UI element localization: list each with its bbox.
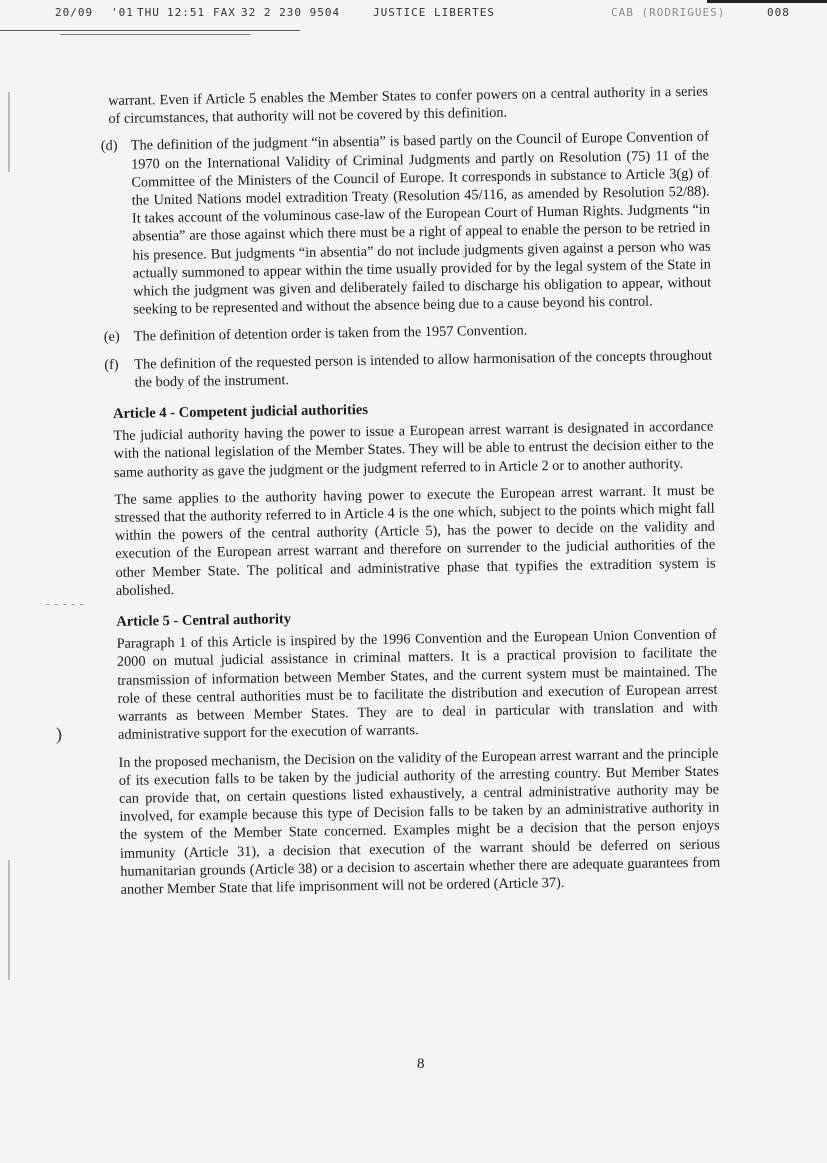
paragraph: The judicial authority having the power to issue a European arrest warrant is designated in accordance with the national legislation of the Member States. They will be able to entrust the decision either to the same authority as gave the judgment or the judgment referred to in Article 2 or to another authority. — [113, 418, 714, 481]
article-5-heading: Article 5 - Central authority — [116, 611, 292, 631]
fax-day: THU — [137, 6, 160, 19]
fax-top-rule — [707, 0, 827, 3]
item-text: The definition of detention order is taken from the 1957 Convention. — [133, 322, 528, 346]
page-number: 8 — [417, 1056, 425, 1072]
margin-paren-mark: ) — [56, 724, 62, 744]
fax-label: FAX — [213, 6, 236, 19]
item-text: The definition of the judgment “in absentia” is based partly on the Council of Europe Convention of 1970 on the International Validity of Criminal Judgments and partly on Resolution (75) 11 of the Committee of the Ministers of the Council of Europe. It corresponds in substance to Article 3(g) of the United Nations model extradition Treaty (Resolution 45/116, as amended by Resolution 52/88). It takes account of the voluminous case-law of the European Court of Human Rights. Judgments “in absentia” are those against which there must be a right of appeal to enable the person to be retried in his presence. But judgments “in absentia” do not include judgments given against a person who was actually summoned to appear within the time usually provided for by the legal system of the State in which the judgment was given and deliberately failed to discharge his obligation to appear, without seeking to be represented and without the absence being due to a cause beyond his control. — [130, 128, 712, 318]
definition-item — [104, 346, 713, 392]
paragraph: In the proposed mechanism, the Decision on the validity of the European arrest warrant and the principle of its execution falls to be taken by the judicial authority of the arresting country. But Member States can provide that, on certain questions listed exhaustively, a central administrative authority may be involved, for example because this type of Decision falls to be taken by an administrative authority in the system of the Member State concerned. Examples might be a decision that the person enjoys immunity (Article 31), a decision that execution of the warrant should be deferred on serious humanitarian grounds (Article 38) or a decision to ascertain whether there are adequate guarantees from another Member State that life imprisonment will not be ordered (Article 37). — [118, 744, 721, 898]
item-label: (d) — [100, 138, 118, 155]
fax-number: 32 2 230 9504 — [241, 6, 341, 19]
item-label: (e) — [103, 329, 120, 346]
fax-rule — [0, 30, 300, 31]
fax-time: 12:51 — [167, 6, 206, 19]
article-4-heading: Article 4 - Competent judicial authorities — [112, 402, 369, 423]
fax-rule-secondary — [60, 34, 250, 35]
definition-item — [100, 128, 712, 319]
fax-year: '01 — [111, 6, 134, 19]
scan-margin-mark — [8, 860, 10, 980]
item-label: (f) — [104, 356, 119, 373]
paragraph: The same applies to the authority having power to execute the European arrest warrant. It must be stressed that the authority referred to in Article 4 is the one which, subject to the points which might fall within the powers of the central authority (Article 5), has the power to decide on the validity and execution of the European arrest warrant and therefore on surrender to the judicial authorities of the other Member State. The political and administrative phase that typifies the extradition system is abolished. — [114, 482, 716, 599]
fax-right-text: CAB (RODRIGUES) — [611, 6, 726, 19]
scan-margin-mark — [8, 92, 10, 172]
paragraph: Paragraph 1 of this Article is inspired by the 1996 Convention and the European Union Convention of 2000 on mutual judicial assistance in criminal matters. It is a practical provision to facilitate the transmission of information between Member States, and the current system must be maintained. The role of these central authorities must be to facilitate the distribution and execution of European arrest warrants as between Member States. They are to deal in particular with translation and with administrative support for the execution of warrants. — [116, 626, 718, 744]
fax-date: 20/09 — [55, 6, 94, 19]
definition-item — [103, 319, 712, 347]
fax-page-code: 008 — [767, 6, 790, 19]
item-text: The definition of the requested person is intended to allow harmonisation of the concepts throughout the body of the instrument. — [134, 347, 713, 391]
fax-department: JUSTICE LIBERTES — [373, 6, 495, 19]
document-body — [100, 83, 721, 908]
fax-header — [55, 6, 815, 24]
paragraph: warrant. Even if Article 5 enables the Member States to confer powers on a central authority in a series of circumstances, that authority will not be covered by this definition. — [108, 83, 709, 128]
margin-dash-mark: - - - - - — [46, 598, 85, 610]
